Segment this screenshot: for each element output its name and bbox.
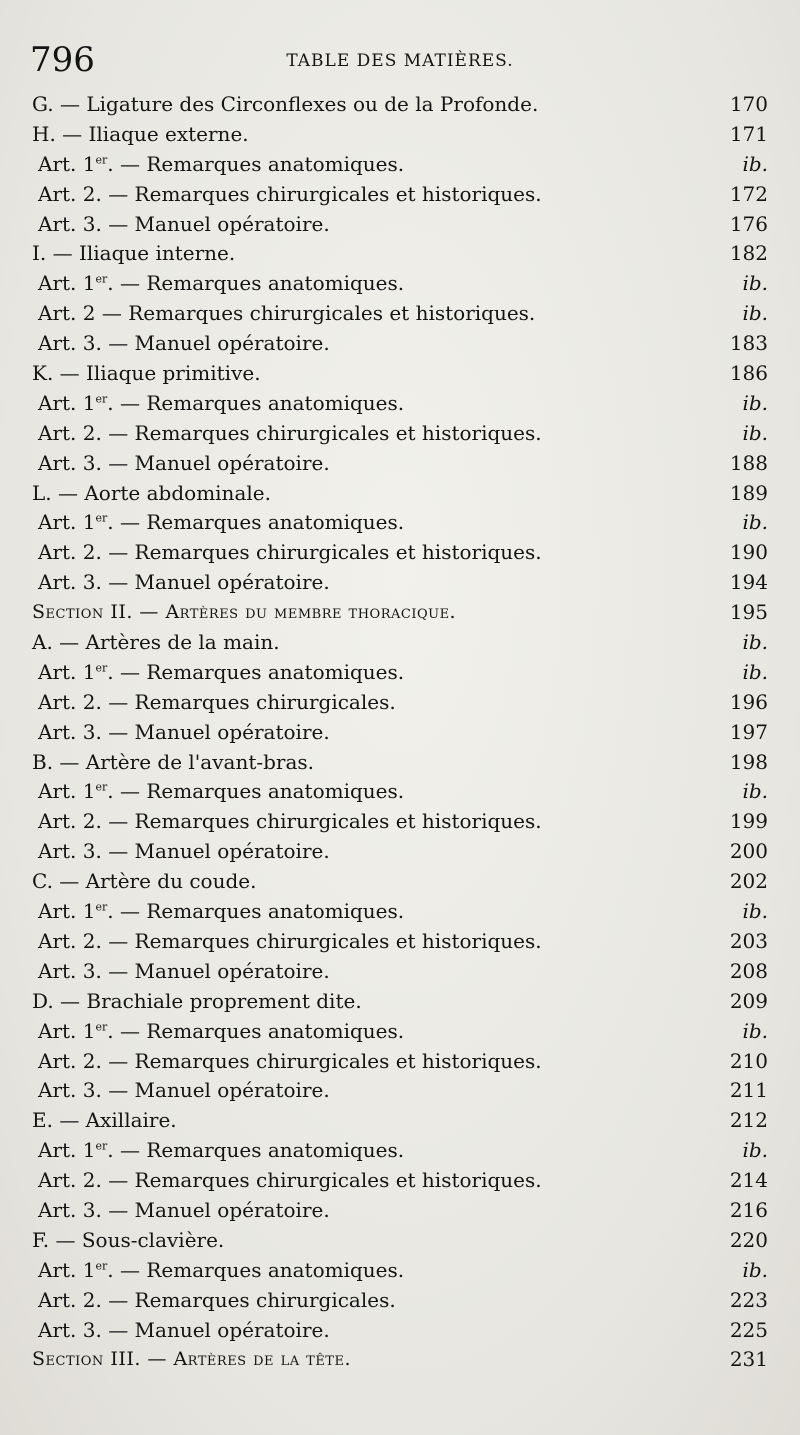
table-of-contents	[0, 89, 800, 1374]
toc-row	[0, 268, 800, 298]
toc-row	[0, 119, 800, 149]
toc-article: Art. 2. — Remarques chirurgicales et historiques.	[38, 540, 542, 565]
toc-article-prefix: Art. 1	[38, 151, 96, 176]
toc-row	[0, 1225, 800, 1255]
toc-article	[38, 898, 404, 924]
toc-article: Art. 3. — Manuel opératoire.	[38, 211, 330, 236]
toc-page-number: 216	[729, 1197, 768, 1222]
toc-article: Art. 3. — Manuel opératoire.	[38, 1197, 330, 1222]
toc-page-number: 197	[729, 719, 768, 744]
toc-row	[0, 179, 800, 209]
toc-article	[38, 151, 404, 177]
toc-page-number: ib.	[742, 510, 768, 535]
toc-row	[0, 1315, 800, 1345]
toc-row	[0, 537, 800, 567]
toc-article: Art. 2 — Remarques chirurgicales et historiques.	[38, 301, 536, 326]
toc-row	[0, 717, 800, 747]
toc-page-number: ib.	[742, 899, 768, 924]
toc-article	[38, 509, 404, 535]
ordinal-superscript: er	[95, 1259, 108, 1273]
toc-page-number: 196	[729, 689, 768, 714]
toc-heading: I. — Iliaque interne.	[32, 241, 236, 266]
toc-article: Art. 2. — Remarques chirurgicales et historiques.	[38, 1168, 542, 1193]
toc-page-number: 186	[729, 361, 768, 386]
toc-page-number: ib.	[742, 301, 768, 326]
toc-article	[38, 1257, 404, 1283]
toc-row	[0, 358, 800, 388]
ordinal-superscript: er	[95, 1139, 108, 1153]
toc-row	[0, 1135, 800, 1165]
toc-article: Art. 3. — Manuel opératoire.	[38, 450, 330, 475]
toc-page-number: 190	[729, 540, 768, 565]
toc-article-prefix: Art. 1	[38, 659, 96, 684]
toc-row	[0, 836, 800, 866]
toc-heading: G. — Ligature des Circonflexes ou de la Profonde.	[32, 92, 539, 116]
toc-row	[0, 238, 800, 268]
toc-article: Art. 3. — Manuel opératoire.	[38, 839, 330, 864]
toc-entry-text: . — Remarques anatomiques.	[107, 779, 405, 804]
toc-page-number: 195	[729, 600, 768, 625]
page-number: 796	[30, 40, 95, 80]
toc-entry-text: . — Remarques anatomiques.	[107, 1018, 405, 1043]
toc-article	[38, 1137, 404, 1163]
toc-page-number: 199	[729, 809, 768, 834]
toc-page-number: 211	[729, 1078, 768, 1103]
toc-row	[0, 926, 800, 956]
toc-article-prefix: Art. 1	[38, 271, 96, 296]
toc-row	[0, 1165, 800, 1195]
toc-article-prefix: Art. 1	[38, 390, 96, 415]
toc-heading: C. — Artère du coude.	[32, 869, 257, 894]
toc-entry-text: . — Remarques anatomiques.	[107, 390, 405, 415]
toc-entry-text: . — Remarques anatomiques.	[107, 1138, 405, 1163]
toc-entry-text: . — Remarques anatomiques.	[107, 151, 405, 176]
toc-page-number: ib.	[742, 1018, 768, 1043]
toc-row	[0, 1046, 800, 1076]
toc-section-title: Section II. — Artères du membre thoracique.	[32, 601, 457, 624]
toc-section-title: Section III. — Artères de la tête.	[32, 1348, 352, 1371]
toc-article: Art. 3. — Manuel opératoire.	[38, 719, 330, 744]
toc-article-prefix: Art. 1	[38, 1257, 96, 1282]
toc-page-number: 210	[729, 1048, 768, 1073]
toc-page-number: ib.	[742, 659, 768, 684]
toc-entry-text: . — Remarques anatomiques.	[107, 899, 405, 924]
toc-row	[0, 627, 800, 657]
toc-row	[0, 806, 800, 836]
ordinal-superscript: er	[95, 153, 108, 167]
toc-row	[0, 687, 800, 717]
toc-entry-text: . — Remarques anatomiques.	[107, 1257, 405, 1282]
toc-entry-text: . — Remarques anatomiques.	[107, 510, 405, 535]
toc-page-number: ib.	[742, 151, 768, 176]
toc-article-prefix: Art. 1	[38, 1138, 96, 1163]
ordinal-superscript: er	[95, 661, 108, 675]
toc-page-number: 212	[729, 1108, 768, 1133]
toc-article	[38, 390, 404, 416]
toc-heading: H. — Iliaque externe.	[32, 121, 249, 146]
toc-article: Art. 2. — Remarques chirurgicales et historiques.	[38, 181, 542, 206]
toc-article: Art. 2. — Remarques chirurgicales et historiques.	[38, 1048, 542, 1073]
toc-row	[0, 507, 800, 537]
toc-page-number: 198	[729, 749, 768, 774]
toc-article-prefix: Art. 1	[38, 1018, 96, 1043]
toc-row	[0, 448, 800, 478]
page-header	[30, 40, 770, 84]
toc-row	[0, 597, 800, 627]
toc-row	[0, 1105, 800, 1135]
ordinal-superscript: er	[95, 900, 108, 914]
toc-heading: B. — Artère de l'avant-bras.	[32, 749, 315, 774]
toc-article	[38, 270, 404, 296]
toc-row	[0, 209, 800, 239]
toc-page-number: 200	[729, 839, 768, 864]
toc-page-number: 202	[729, 869, 768, 894]
toc-entry-text: . — Remarques anatomiques.	[107, 271, 405, 296]
toc-page-number: ib.	[742, 630, 768, 655]
toc-article: Art. 3. — Manuel opératoire.	[38, 331, 330, 356]
toc-heading: F. — Sous-clavière.	[32, 1227, 225, 1252]
toc-article: Art. 2. — Remarques chirurgicales et historiques.	[38, 928, 542, 953]
toc-page-number: 172	[729, 181, 768, 206]
toc-row	[0, 478, 800, 508]
toc-row	[0, 747, 800, 777]
toc-article-prefix: Art. 1	[38, 899, 96, 924]
toc-page-number: 209	[729, 988, 768, 1013]
running-title: TABLE DES MATIÈRES.	[286, 51, 514, 71]
toc-row	[0, 986, 800, 1016]
toc-heading: D. — Brachiale proprement dite.	[32, 988, 362, 1013]
toc-page-number: 189	[729, 480, 768, 505]
toc-row	[0, 418, 800, 448]
toc-heading: L. — Aorte abdominale.	[32, 480, 271, 505]
toc-entry-text: . — Remarques anatomiques.	[107, 659, 405, 684]
toc-page-number: ib.	[742, 390, 768, 415]
toc-page-number: 170	[729, 92, 768, 116]
toc-heading: K. — Iliaque primitive.	[32, 361, 261, 386]
toc-row	[0, 149, 800, 179]
toc-page-number: 223	[729, 1287, 768, 1312]
toc-heading: E. — Axillaire.	[32, 1108, 177, 1133]
toc-page-number: ib.	[742, 271, 768, 296]
toc-row	[0, 657, 800, 687]
toc-page-number: ib.	[742, 1138, 768, 1163]
toc-row	[0, 956, 800, 986]
toc-row	[0, 1285, 800, 1315]
toc-row	[0, 1344, 800, 1374]
toc-page-number: 188	[729, 450, 768, 475]
toc-row	[0, 1255, 800, 1285]
toc-article	[38, 659, 404, 685]
toc-page-number: ib.	[742, 779, 768, 804]
toc-row	[0, 776, 800, 806]
toc-article: Art. 3. — Manuel opératoire.	[38, 1078, 330, 1103]
toc-row	[0, 298, 800, 328]
toc-row	[0, 89, 800, 119]
toc-article: Art. 2. — Remarques chirurgicales et historiques.	[38, 809, 542, 834]
toc-row	[0, 1195, 800, 1225]
toc-page-number: 231	[729, 1347, 768, 1372]
toc-page-number: 182	[729, 241, 768, 266]
toc-row	[0, 1016, 800, 1046]
toc-heading: A. — Artères de la main.	[32, 630, 280, 655]
toc-row	[0, 567, 800, 597]
toc-page-number: ib.	[742, 1257, 768, 1282]
ordinal-superscript: er	[95, 392, 108, 406]
toc-article-prefix: Art. 1	[38, 510, 96, 535]
toc-page-number: 225	[729, 1317, 768, 1342]
toc-row	[0, 388, 800, 418]
toc-page-number: 214	[729, 1168, 768, 1193]
toc-page-number: 176	[729, 211, 768, 236]
toc-page-number: 171	[729, 121, 768, 146]
ordinal-superscript: er	[95, 272, 108, 286]
toc-article: Art. 3. — Manuel opératoire.	[38, 958, 330, 983]
ordinal-superscript: er	[95, 780, 108, 794]
toc-page-number: 183	[729, 331, 768, 356]
toc-article	[38, 778, 404, 804]
toc-page-number: ib.	[742, 420, 768, 445]
toc-row	[0, 1075, 800, 1105]
toc-article: Art. 3. — Manuel opératoire.	[38, 1317, 330, 1342]
toc-article: Art. 2. — Remarques chirurgicales et historiques.	[38, 420, 542, 445]
ordinal-superscript: er	[95, 511, 108, 525]
toc-article-prefix: Art. 1	[38, 779, 96, 804]
toc-page-number: 203	[729, 928, 768, 953]
toc-page-number: 194	[729, 570, 768, 595]
toc-row	[0, 866, 800, 896]
toc-row	[0, 896, 800, 926]
toc-article: Art. 3. — Manuel opératoire.	[38, 570, 330, 595]
ordinal-superscript: er	[95, 1019, 108, 1033]
toc-page-number: 220	[729, 1227, 768, 1252]
toc-article	[38, 1018, 404, 1044]
toc-row	[0, 328, 800, 358]
toc-article: Art. 2. — Remarques chirurgicales.	[38, 689, 396, 714]
toc-article: Art. 2. — Remarques chirurgicales.	[38, 1287, 396, 1312]
toc-page-number: 208	[729, 958, 768, 983]
